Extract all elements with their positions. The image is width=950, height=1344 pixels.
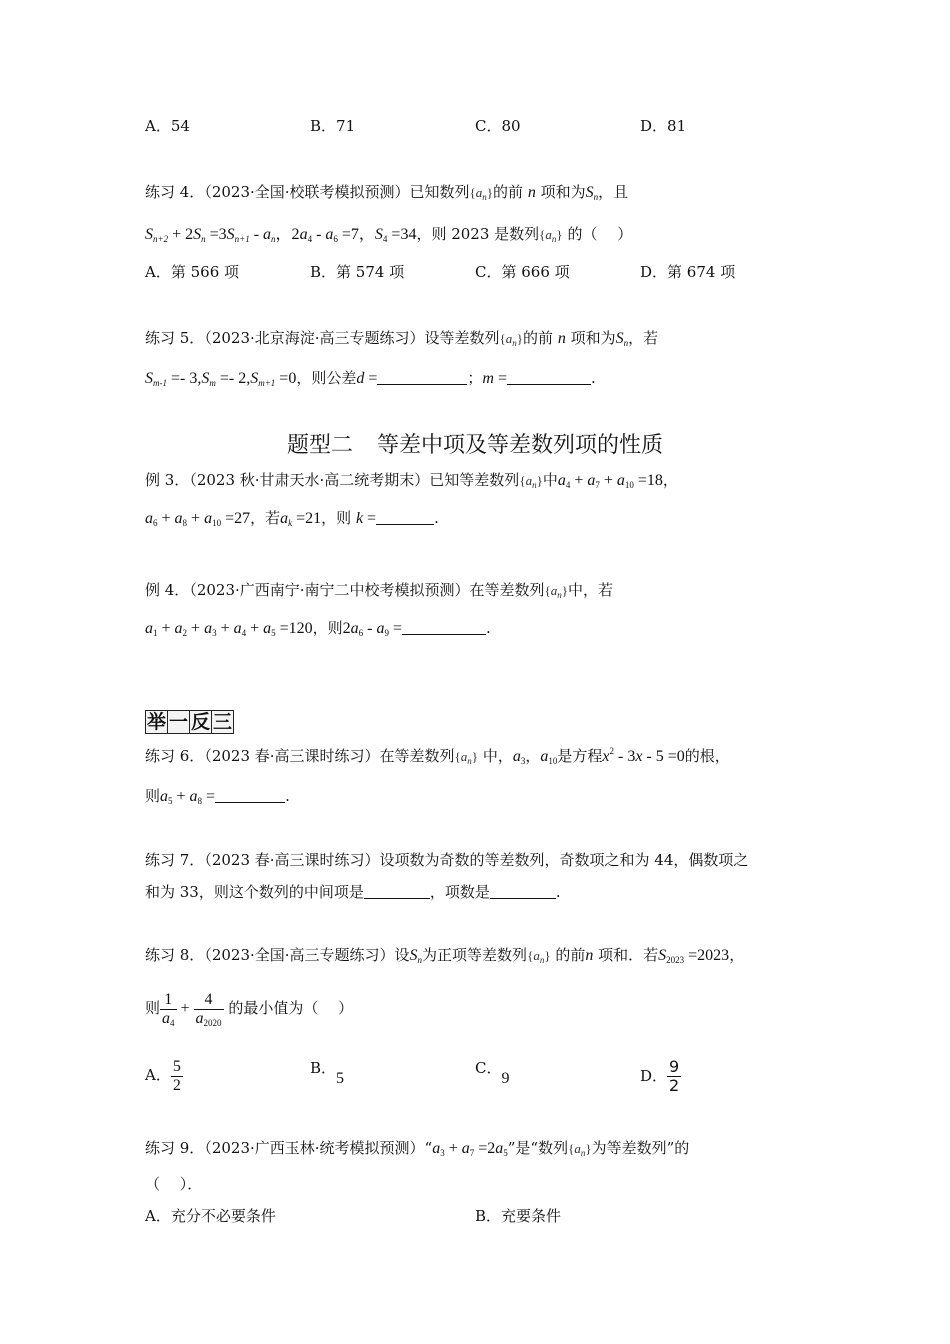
ex9-option-b: B．充要条件 <box>475 1207 562 1225</box>
ex4-option-d: D．第 674 项 <box>640 263 736 281</box>
ex8-option-a: A． $\frac{5}{2}$ <box>145 1058 181 1094</box>
option-a: A．54 <box>145 117 190 135</box>
section-heading: 题型二 等差中项及等差数列项的性质 <box>286 433 664 458</box>
example-4-line-1: 例 4．（2023·广西南宁·南宁二中校考模拟预测）在等差数列$\{a_n\}$中，若 <box>145 581 614 600</box>
ex8-option-b: B．5 <box>310 1059 345 1087</box>
ex9-option-a: A．充分不必要条件 <box>145 1207 276 1225</box>
ex4-option-a: A．第 566 项 <box>145 263 239 281</box>
exercise-5-line-1: 练习 5．（2023·北京海淀·高三专题练习）设等差数列$\{a_n\}$的前 n 项和为$S_n$，若 <box>145 329 659 348</box>
blank-k[interactable] <box>376 510 434 525</box>
option-d: D．81 <box>640 117 687 135</box>
blank-d[interactable] <box>377 370 467 385</box>
blank-m[interactable] <box>507 370 591 385</box>
example-3-line-2: $a_6 + a_8 + a_{10} =27$，若$a_k =21$，则 k = . <box>145 509 439 528</box>
ex8-option-d: D． $\frac{9}{2}$ <box>640 1057 680 1095</box>
exercise-6-line-1: 练习 6．（2023 春·高三课时练习）在等差数列$\{a_n\}$ 中，$a_3$，$a_{10}$是方程$x^2 - 3x - 5 =0$的根， <box>145 746 730 766</box>
example-3-line-1: 例 3．（2023 秋·甘肃天水·高二统考期末）已知等差数列$\{a_n\}$中$a_4 + a_7 + a_{10} =18$， <box>145 471 678 490</box>
ex8-option-c: C．9 <box>475 1059 510 1087</box>
exercise-7-line-2: 和为 33，则这个数列的中间项是 ，项数是 . <box>145 883 561 901</box>
exercise-4-line-2: $S_{n+2} + 2S_n =3S_{n+1} - a_n$，$2a_4 - a_6 =7$，$S_4 =34$，则 2023 是数列$\{a_n\}$ 的（ ） <box>145 225 633 244</box>
exercise-9-line-2: （ ）． <box>145 1175 203 1193</box>
exercise-8-line-1: 练习 8．（2023·全国·高三专题练习）设$S_n$为正项等差数列$\{a_n\}$ 的前n 项和．若$S_{2023} =2023$， <box>145 946 745 965</box>
ex4-option-c: C．第 666 项 <box>475 263 570 281</box>
practice-tag: 举 一 反 三 <box>147 711 233 733</box>
blank-term-count[interactable] <box>490 884 556 899</box>
exercise-5-line-2: $S_{m-1} =- 3,S_m =- 2,S_{m+1} =0$，则公差d = ；m = . <box>145 369 596 388</box>
blank-ex6[interactable] <box>215 788 285 803</box>
option-c: C．80 <box>475 117 521 135</box>
example-4-line-2: $a_1 + a_2 + a_3 + a_4 + a_5 =120$，则$2a_6 - a_9$ = . <box>145 619 491 638</box>
exercise-7-line-1: 练习 7．（2023 春·高三课时练习）设项数为奇数的等差数列，奇数项之和为 44，偶数项之 <box>145 851 749 869</box>
exercise-4-line-1: 练习 4．（2023·全国·校联考模拟预测）已知数列$\{a_n\}$的前 n 项和为$S_n$，且 <box>145 183 629 202</box>
exercise-6-line-2: 则$a_5 + a_8$ = . <box>145 787 290 806</box>
blank-middle-term[interactable] <box>364 884 430 899</box>
option-b: B．71 <box>310 117 356 135</box>
exercise-9-line-1: 练习 9．（2023·广西玉林·统考模拟预测）“$a_3 + a_7 =2a_5$”是“数列$\{a_n\}$为等差数列”的 <box>145 1139 690 1158</box>
ex4-option-b: B．第 574 项 <box>310 263 405 281</box>
exercise-8-line-2: 则 $\frac{1}{a_4}$ + $\frac{4}{a_{2020}}$ 的最小值为（ ） <box>145 990 354 1028</box>
blank-ex4[interactable] <box>402 620 486 635</box>
